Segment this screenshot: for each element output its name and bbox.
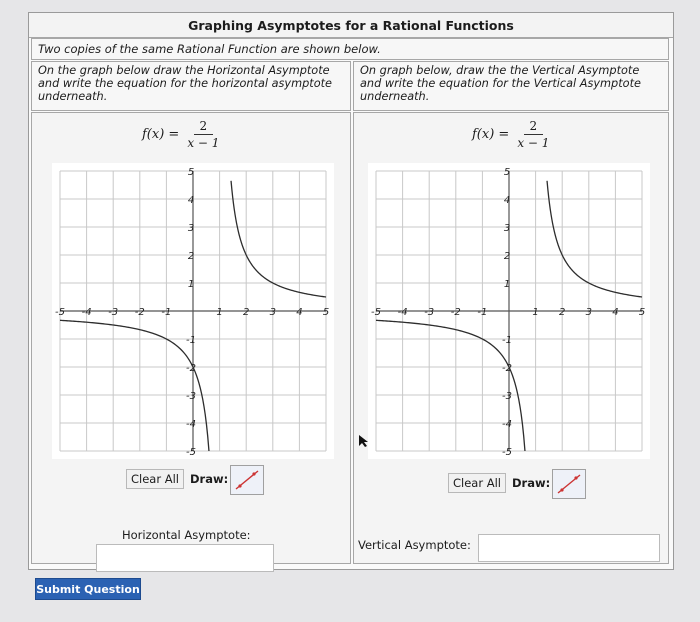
y-tick-label: -2 — [186, 363, 196, 374]
page-title: Graphing Asymptotes for a Rational Functions — [29, 13, 673, 38]
x-tick-label: 1 — [216, 307, 223, 318]
x-tick-label: -5 — [55, 307, 65, 318]
left-draw-label: Draw: — [190, 472, 229, 486]
y-tick-label: -1 — [186, 335, 196, 346]
horizontal-asymptote-input[interactable] — [96, 544, 274, 572]
left-clear-all-button[interactable]: Clear All — [126, 469, 184, 489]
right-graph[interactable] — [368, 163, 650, 459]
y-tick-label: 1 — [503, 279, 511, 290]
line-tool-icon — [553, 470, 585, 498]
y-tick-label: 4 — [187, 195, 195, 206]
subtitle: Two copies of the same Rational Function are shown below. — [31, 38, 669, 60]
left-formula-lhs: f(x) = — [142, 127, 180, 142]
x-tick-label: 4 — [296, 307, 303, 318]
y-tick-label: -4 — [186, 419, 196, 430]
x-tick-label: -5 — [371, 307, 381, 318]
vertical-asymptote-label: Vertical Asymptote: — [358, 538, 471, 552]
right-graph-panel — [353, 112, 669, 564]
line-tool-icon — [231, 466, 263, 494]
y-tick-label: 4 — [503, 195, 511, 206]
y-tick-label: -1 — [502, 335, 512, 346]
right-draw-label: Draw: — [512, 476, 551, 490]
x-tick-label: -4 — [397, 307, 408, 318]
x-tick-label: 2 — [243, 307, 250, 318]
horizontal-asymptote-label: Horizontal Asymptote: — [122, 528, 251, 542]
y-tick-label: -3 — [502, 391, 512, 402]
vertical-asymptote-input[interactable] — [478, 534, 660, 562]
mouse-cursor-icon — [358, 434, 370, 448]
left-graph-panel — [31, 112, 351, 564]
right-formula-fraction — [517, 119, 549, 150]
y-tick-label: 1 — [187, 279, 195, 290]
right-formula-denominator: x − 1 — [517, 136, 550, 150]
x-tick-label: 3 — [269, 307, 276, 318]
y-tick-label: 2 — [503, 251, 511, 262]
left-formula — [142, 119, 219, 150]
x-tick-label: -2 — [134, 307, 145, 318]
left-instruction: On the graph below draw the Horizontal Asymptote and write the equation for the horizontal asymptote underneath. — [31, 61, 351, 111]
x-tick-label: -2 — [450, 307, 461, 318]
right-line-draw-tool[interactable] — [552, 469, 586, 499]
left-formula-numerator: 2 — [194, 119, 214, 135]
x-tick-label: 5 — [638, 307, 646, 318]
y-tick-label: 3 — [503, 223, 511, 234]
left-formula-fraction — [187, 119, 219, 150]
y-tick-label: -4 — [502, 419, 512, 430]
left-graph[interactable] — [52, 163, 334, 459]
x-tick-label: -3 — [424, 307, 435, 318]
left-formula-denominator: x − 1 — [187, 136, 220, 150]
y-tick-label: 3 — [187, 223, 195, 234]
x-tick-label: -1 — [477, 307, 488, 318]
right-formula — [472, 119, 549, 150]
submit-question-button[interactable]: Submit Question — [35, 578, 141, 600]
y-tick-label: 2 — [187, 251, 195, 262]
x-tick-label: -1 — [161, 307, 172, 318]
x-tick-label: 1 — [532, 307, 539, 318]
y-tick-label: -2 — [502, 363, 512, 374]
x-tick-label: 4 — [612, 307, 619, 318]
x-tick-label: 2 — [559, 307, 566, 318]
y-tick-label: -5 — [186, 447, 196, 458]
x-tick-label: 5 — [322, 307, 330, 318]
y-tick-label: 5 — [503, 167, 511, 178]
right-clear-all-button[interactable]: Clear All — [448, 473, 506, 493]
question-frame — [28, 12, 674, 570]
x-tick-label: -4 — [81, 307, 92, 318]
right-formula-numerator: 2 — [524, 119, 544, 135]
x-tick-label: 3 — [585, 307, 592, 318]
x-tick-label: -3 — [108, 307, 119, 318]
right-instruction: On graph below, draw the the Vertical Asymptote and write the equation for the Vertical Asymptote underneath. — [353, 61, 669, 111]
right-formula-lhs: f(x) = — [472, 127, 510, 142]
left-line-draw-tool[interactable] — [230, 465, 264, 495]
y-tick-label: 5 — [187, 167, 195, 178]
y-tick-label: -5 — [502, 447, 512, 458]
y-tick-label: -3 — [186, 391, 196, 402]
